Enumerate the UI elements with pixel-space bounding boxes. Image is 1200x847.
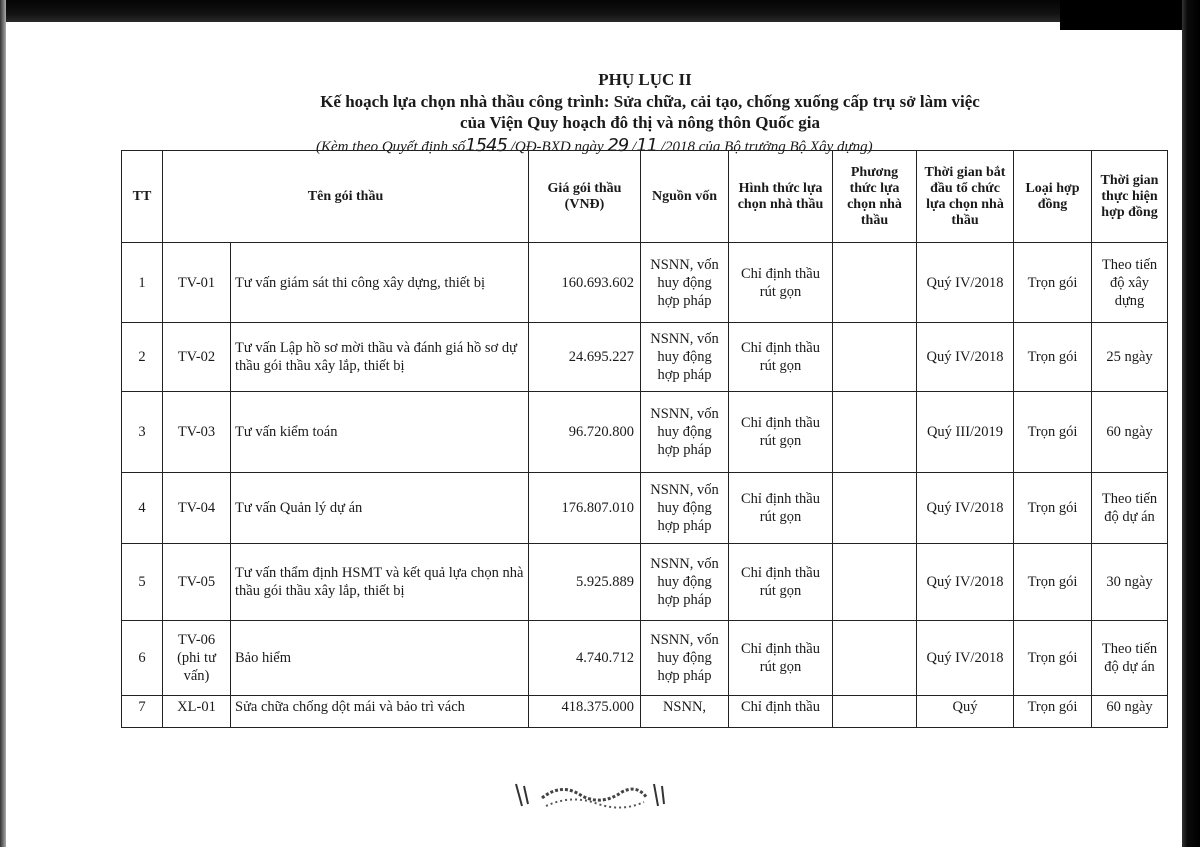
cell-code: TV-05 xyxy=(163,544,231,621)
cell-price: 24.695.227 xyxy=(529,323,641,392)
cell-method xyxy=(833,392,917,473)
cell-code: TV-01 xyxy=(163,243,231,323)
cell-start: Quý IV/2018 xyxy=(917,621,1014,696)
header-duration: Thời gian thực hiện hợp đồng xyxy=(1092,151,1168,243)
cell-duration: 30 ngày xyxy=(1092,544,1168,621)
cell-tt: 4 xyxy=(122,473,163,544)
table-row xyxy=(122,392,1168,473)
header-price: Giá gói thầu (VNĐ) xyxy=(529,151,641,243)
cell-code: TV-04 xyxy=(163,473,231,544)
cell-name: Tư vấn Quản lý dự án xyxy=(231,473,529,544)
document-title: PHỤ LỤC II xyxy=(598,70,692,89)
table-row xyxy=(122,243,1168,323)
cell-method xyxy=(833,544,917,621)
cell-tt: 6 xyxy=(122,621,163,696)
cell-start: Quý IV/2018 xyxy=(917,544,1014,621)
cell-form: Chỉ định thầu xyxy=(729,696,833,728)
cell-tt: 1 xyxy=(122,243,163,323)
scan-edge-right xyxy=(1182,0,1200,847)
cell-code: TV-03 xyxy=(163,392,231,473)
cell-price: 4.740.712 xyxy=(529,621,641,696)
cell-name: Tư vấn giám sát thi công xây dựng, thiết bị xyxy=(231,243,529,323)
cell-name: Tư vấn Lập hồ sơ mời thầu và đánh giá hồ sơ dự thầu gói thầu xây lắp, thiết bị xyxy=(231,323,529,392)
table-row xyxy=(122,544,1168,621)
cell-tt: 7 xyxy=(122,696,163,728)
cell-duration: Theo tiến độ dự án xyxy=(1092,473,1168,544)
table-header-row xyxy=(122,151,1168,243)
attachment-suffix: /2018 của Bộ trưởng Bộ Xây dựng) xyxy=(660,139,873,155)
cell-source: NSNN, vốn huy động hợp pháp xyxy=(641,392,729,473)
cell-contract: Trọn gói xyxy=(1014,621,1092,696)
cell-source: NSNN, xyxy=(641,696,729,728)
date-separator: / xyxy=(632,139,637,155)
cell-start: Quý IV/2018 xyxy=(917,473,1014,544)
cell-method xyxy=(833,243,917,323)
header-method: Phương thức lựa chọn nhà thầu xyxy=(833,151,917,243)
scan-edge-left xyxy=(0,0,6,847)
cell-code: XL-01 xyxy=(163,696,231,728)
cell-form: Chỉ định thầu rút gọn xyxy=(729,243,833,323)
cell-form: Chỉ định thầu rút gọn xyxy=(729,392,833,473)
contractor-plan-table xyxy=(121,150,1168,728)
cell-source: NSNN, vốn huy động hợp pháp xyxy=(641,473,729,544)
cell-contract: Trọn gói xyxy=(1014,696,1092,728)
cell-duration: Theo tiến độ dự án xyxy=(1092,621,1168,696)
cell-form: Chỉ định thầu rút gọn xyxy=(729,621,833,696)
cell-tt: 2 xyxy=(122,323,163,392)
cell-source: NSNN, vốn huy động hợp pháp xyxy=(641,323,729,392)
cell-price: 5.925.889 xyxy=(529,544,641,621)
cell-source: NSNN, vốn huy động hợp pháp xyxy=(641,621,729,696)
cell-form: Chỉ định thầu rút gọn xyxy=(729,544,833,621)
header-source: Nguồn vốn xyxy=(641,151,729,243)
decision-number: 1545 xyxy=(465,135,507,156)
table-row xyxy=(122,473,1168,544)
header-contract: Loại hợp đồng xyxy=(1014,151,1092,243)
table-row xyxy=(122,323,1168,392)
attachment-prefix: (Kèm theo Quyết định số xyxy=(316,139,466,155)
cell-method xyxy=(833,696,917,728)
cell-name: Sửa chữa chống dột mái và bảo trì vách xyxy=(231,696,529,728)
cell-form: Chỉ định thầu rút gọn xyxy=(729,473,833,544)
cell-duration: Theo tiến độ xây dựng xyxy=(1092,243,1168,323)
table-row xyxy=(122,696,1168,728)
cell-tt: 5 xyxy=(122,544,163,621)
cell-method xyxy=(833,621,917,696)
cell-contract: Trọn gói xyxy=(1014,323,1092,392)
cell-code: TV-02 xyxy=(163,323,231,392)
cell-source: NSNN, vốn huy động hợp pháp xyxy=(641,544,729,621)
scan-edge-top xyxy=(0,0,1200,22)
document-subtitle: Kế hoạch lựa chọn nhà thầu công trình: Sửa chữa, cải tạo, chống xuống cấp trụ sở làm việc xyxy=(320,92,980,111)
cell-contract: Trọn gói xyxy=(1014,243,1092,323)
cell-price: 96.720.800 xyxy=(529,392,641,473)
cell-duration: 25 ngày xyxy=(1092,323,1168,392)
header-form: Hình thức lựa chọn nhà thầu xyxy=(729,151,833,243)
header-tt: TT xyxy=(122,151,163,243)
table-row xyxy=(122,621,1168,696)
cell-start: Quý III/2019 xyxy=(917,392,1014,473)
cell-name: Bảo hiểm xyxy=(231,621,529,696)
cell-tt: 3 xyxy=(122,392,163,473)
cell-method xyxy=(833,323,917,392)
attachment-mid: /QĐ-BXD ngày xyxy=(510,139,604,155)
cell-duration: 60 ngày xyxy=(1092,696,1168,728)
cell-price: 176.807.010 xyxy=(529,473,641,544)
cell-price: 160.693.602 xyxy=(529,243,641,323)
cell-contract: Trọn gói xyxy=(1014,473,1092,544)
cell-duration: 60 ngày xyxy=(1092,392,1168,473)
binding-stamp-mark xyxy=(512,776,672,816)
header-start: Thời gian bắt đầu tổ chức lựa chọn nhà thầu xyxy=(917,151,1014,243)
cell-name: Tư vấn thẩm định HSMT và kết quả lựa chọn nhà thầu gói thầu xây lắp, thiết bị xyxy=(231,544,529,621)
decision-day: 29 xyxy=(607,135,629,156)
cell-method xyxy=(833,473,917,544)
cell-contract: Trọn gói xyxy=(1014,392,1092,473)
cell-code: TV-06 (phi tư vấn) xyxy=(163,621,231,696)
cell-name: Tư vấn kiểm toán xyxy=(231,392,529,473)
cell-contract: Trọn gói xyxy=(1014,544,1092,621)
cell-start: Quý IV/2018 xyxy=(917,323,1014,392)
cell-price: 418.375.000 xyxy=(529,696,641,728)
document-subtitle-2: của Viện Quy hoạch đô thị và nông thôn Quốc gia xyxy=(460,113,820,132)
cell-form: Chỉ định thầu rút gọn xyxy=(729,323,833,392)
cell-start: Quý IV/2018 xyxy=(917,243,1014,323)
header-name: Tên gói thầu xyxy=(163,151,529,243)
cell-source: NSNN, vốn huy động hợp pháp xyxy=(641,243,729,323)
decision-month: 11 xyxy=(636,135,658,156)
cell-start: Quý xyxy=(917,696,1014,728)
